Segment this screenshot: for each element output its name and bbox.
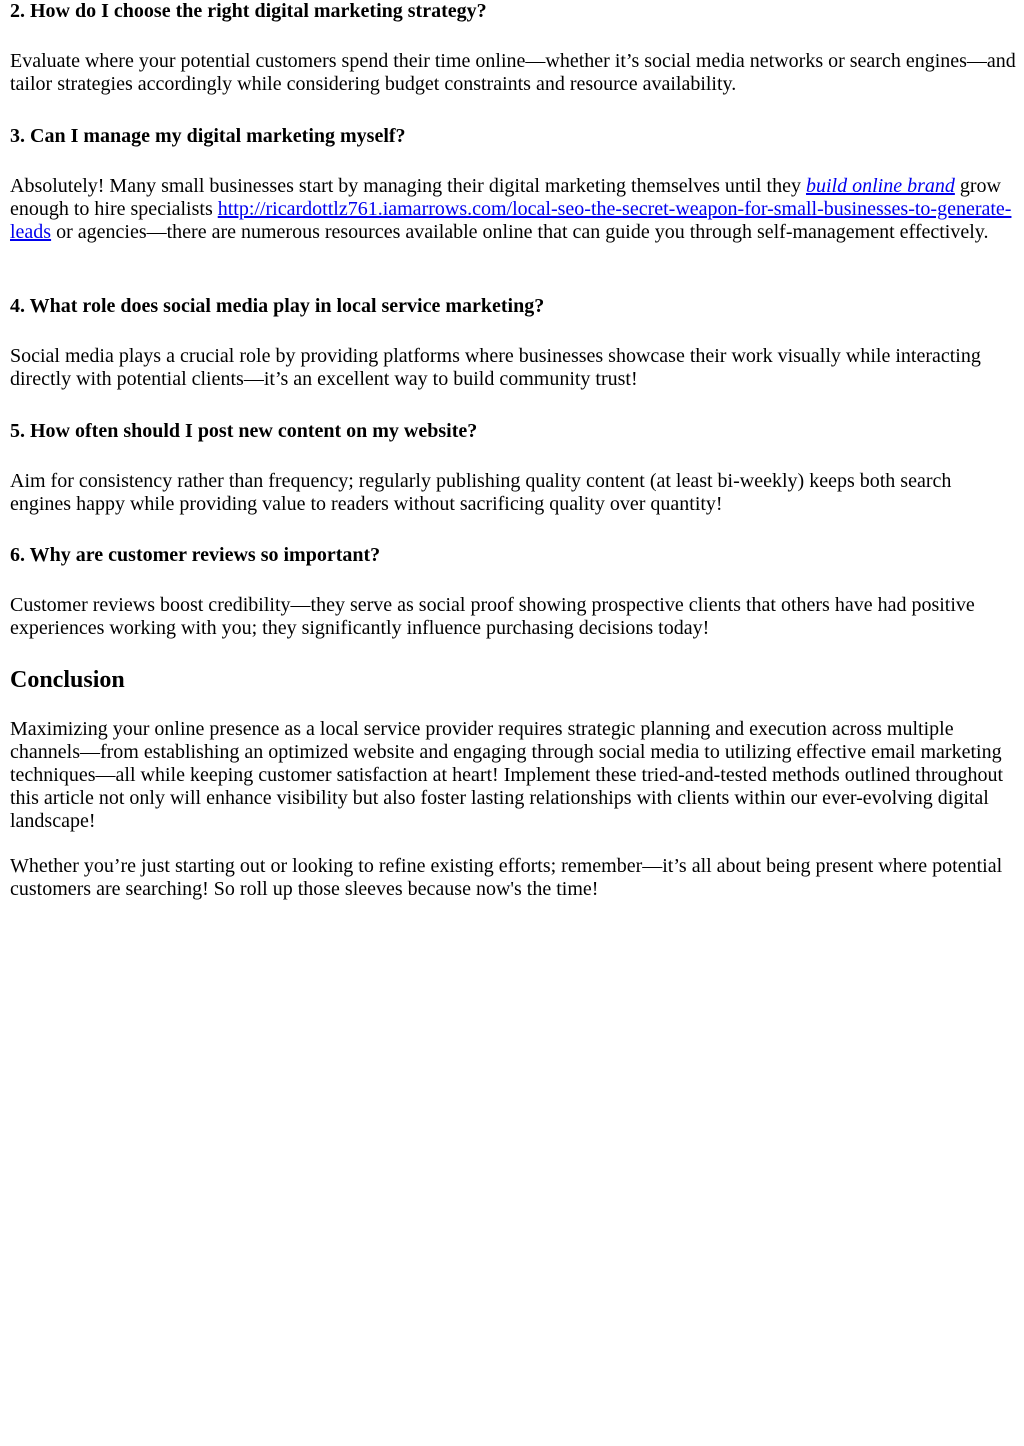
faq-question-5: 5. How often should I post new content on my website?	[10, 420, 478, 442]
conclusion-heading: Conclusion	[10, 667, 125, 693]
conclusion-paragraph-2: Whether you’re just starting out or looking to refine existing efforts; remember—it’s all about being present where potential customers are searching! So roll up those sleeves because now's the time!	[10, 855, 1003, 900]
faq-answer-3-text-3: or agencies—there are numerous resources available online that can guide you through self-management effectively.	[51, 221, 989, 243]
faq-answer-2: Evaluate where your potential customers spend their time online—whether it’s social media networks or search engines—and tailor strategies accordingly while considering budget constraints and resource availability.	[10, 50, 1016, 95]
faq-answer-6: Customer reviews boost credibility—they serve as social proof showing prospective clients that others have had positive experiences working with you; they significantly influence purchasing decisions today!	[10, 594, 975, 639]
faq-question-4: 4. What role does social media play in local service marketing?	[10, 295, 545, 317]
faq-question-2: 2. How do I choose the right digital marketing strategy?	[10, 0, 487, 22]
faq-answer-4: Social media plays a crucial role by providing platforms where businesses showcase their work visually while interacting directly with potential clients—it’s an excellent way to build community trust!	[10, 345, 981, 390]
faq-answer-3-text-1: Absolutely! Many small businesses start by managing their digital marketing themselves until they	[10, 175, 806, 197]
faq-answer-5: Aim for consistency rather than frequency; regularly publishing quality content (at least bi-weekly) keeps both search engines happy while providing value to readers without sacrificing quality over quantity!	[10, 470, 952, 515]
local-seo-article-link[interactable]: http://ricardottlz761.iamarrows.com/local-seo-the-secret-weapon-for-small-businesses-to-generate-leads	[10, 198, 1012, 243]
faq-question-3: 3. Can I manage my digital marketing myself?	[10, 125, 406, 147]
conclusion-paragraph-1: Maximizing your online presence as a local service provider requires strategic planning and execution across multiple channels—from establishing an optimized website and engaging through social media to utilizing effective email marketing techniques—all while keeping customer satisfaction at heart! Implement these tried-and-tested methods outlined throughout this article not only will enhance visibility but also foster lasting relationships with clients within our ever-evolving digital landscape!	[10, 718, 1004, 832]
build-online-brand-link[interactable]: build online brand	[805, 175, 955, 197]
faq-answer-3	[10, 175, 1016, 244]
faq-question-6: 6. Why are customer reviews so important?	[10, 544, 381, 566]
faq-answer-3-text-2: grow enough to hire specialists	[10, 175, 1001, 220]
